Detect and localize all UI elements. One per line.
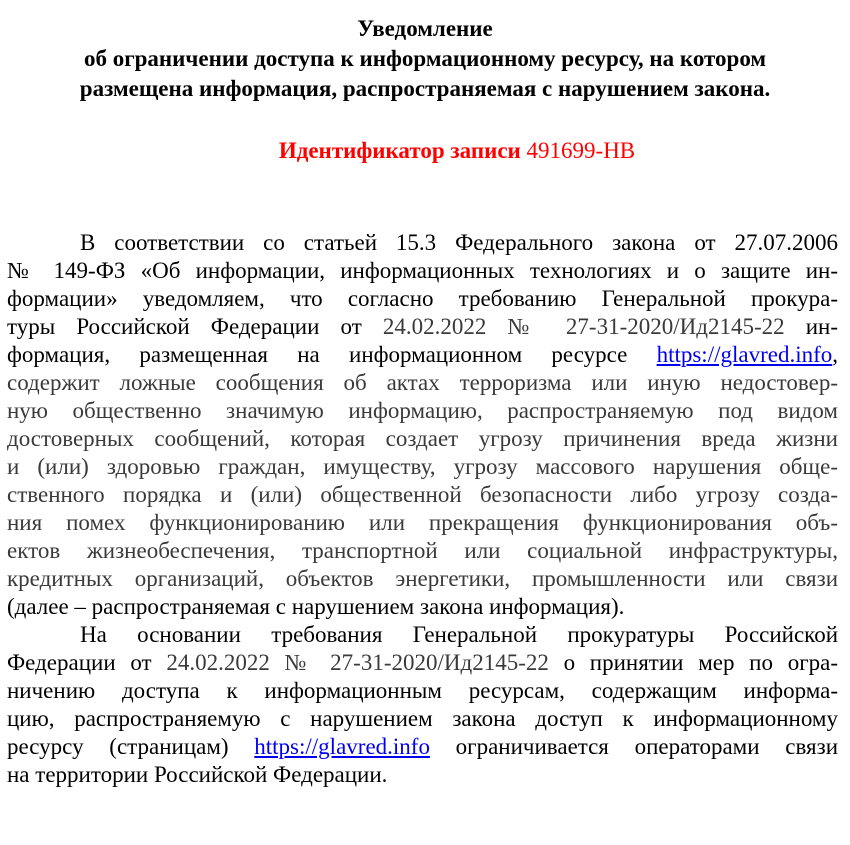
text-segment: туры Российской Федерации от — [7, 314, 383, 339]
text-line — [7, 369, 838, 397]
text-line — [7, 313, 838, 341]
text-line — [7, 649, 838, 677]
highlighted-text: 24.02.2022 № 27-31-2020/Ид2145-22 — [166, 650, 549, 675]
text-segment: На основании требования Генеральной прокуратуры Российской — [80, 622, 838, 647]
document-title — [0, 14, 850, 104]
text-segment: цию, распространяемую с нарушением закона доступ к информационному — [7, 706, 838, 731]
document-body — [7, 229, 838, 789]
text-line — [7, 425, 838, 453]
text-segment: ин- — [784, 314, 839, 339]
text-line — [7, 481, 838, 509]
text-line — [7, 341, 838, 369]
text-line — [7, 229, 838, 257]
text-line — [7, 285, 838, 313]
text-line — [7, 733, 838, 761]
highlighted-text: содержит ложные сообщения об актах терроризма или иную недостовер- — [7, 370, 838, 395]
text-line — [7, 593, 838, 621]
text-segment: В соответствии со статьей 15.3 Федерального закона от 27.07.2006 — [80, 230, 838, 255]
text-segment: , — [832, 342, 838, 367]
text-segment: формации» уведомляем, что согласно требованию Генеральной прокура- — [7, 286, 838, 311]
identifier-value: 491699-НВ — [526, 138, 636, 163]
text-line — [7, 761, 838, 789]
text-segment: № 149-ФЗ «Об информации, информационных технологиях и о защите ин- — [7, 258, 838, 283]
text-line — [7, 705, 838, 733]
text-line — [7, 565, 838, 593]
title-line-2: об ограничении доступа к информационному ресурсу, на котором — [83, 46, 767, 71]
text-line — [7, 621, 838, 649]
text-segment: ограничивается операторами связи — [429, 734, 838, 759]
text-line — [7, 677, 838, 705]
highlighted-text: ную общественно значимую информацию, распространяемую под видом — [7, 398, 838, 423]
text-line — [7, 397, 838, 425]
highlighted-text: 24.02.2022 № 27-31-2020/Ид2145-22 — [382, 314, 785, 339]
highlighted-text: ектов жизнеобеспечения, транспортной или социальной инфраструктуры, — [7, 538, 838, 563]
text-line — [7, 509, 838, 537]
identifier-label: Идентификатор записи — [278, 138, 521, 163]
text-segment: формация, размещенная на информационном ресурсе — [7, 342, 657, 367]
resource-link[interactable]: https://glavred.info — [254, 734, 430, 759]
text-line — [7, 537, 838, 565]
highlighted-text: кредитных организаций, объектов энергетики, промышленности или связи — [7, 566, 838, 591]
highlighted-text: ственного порядка и (или) общественной безопасности либо угрозу созда- — [7, 482, 838, 507]
title-line-3: размещена информация, распространяемая с нарушением закона. — [79, 76, 771, 101]
text-line — [7, 453, 838, 481]
title-line-1: Уведомление — [357, 16, 493, 41]
paragraph — [7, 229, 838, 621]
text-segment: ничению доступа к информационным ресурсам, содержащим информа- — [7, 678, 838, 703]
text-line — [7, 257, 838, 285]
record-identifier — [0, 138, 850, 164]
text-segment: Федерации от — [7, 650, 167, 675]
text-segment: о принятии мер по огра- — [548, 650, 839, 675]
text-segment: на территории Российской Федерации. — [7, 762, 388, 787]
highlighted-text: и (или) здоровью граждан, имуществу, угрозу массового нарушения обще- — [7, 454, 838, 479]
highlighted-text: ния помех функционированию или прекращения функционирования объ- — [7, 510, 838, 535]
text-segment: (далее – распространяемая с нарушением закона информация). — [7, 594, 625, 619]
text-segment: ресурсу (страницам) — [7, 734, 255, 759]
highlighted-text: достоверных сообщений, которая создает угрозу причинения вреда жизни — [7, 426, 838, 451]
resource-link[interactable]: https://glavred.info — [656, 342, 833, 367]
paragraph — [7, 621, 838, 789]
